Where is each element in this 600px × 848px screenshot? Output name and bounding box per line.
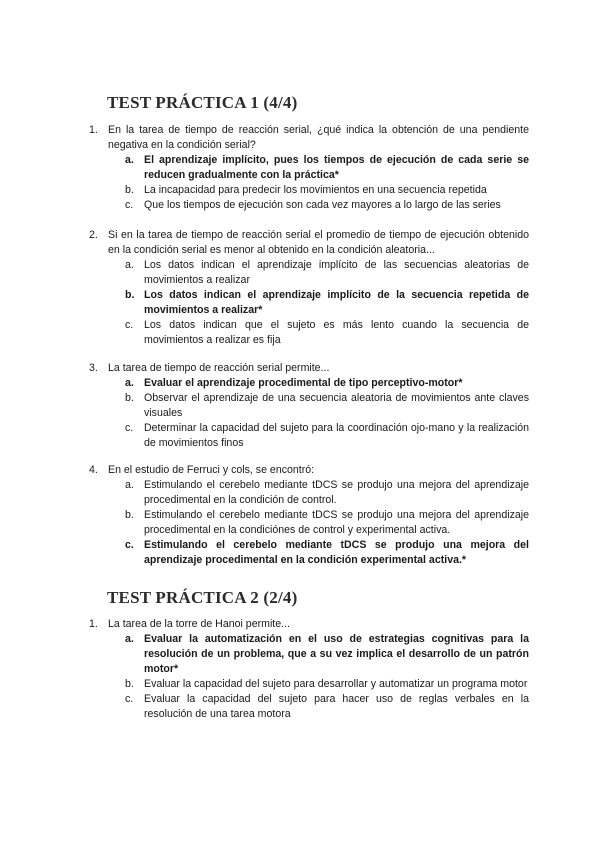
option-b: b. Evaluar la capacidad del sujeto para desarrollar y automatizar un programa motor [125,678,528,690]
option-c: c. Los datos indican que el sujeto es más lento cuando la secuencia de movimientos a realizar es fija [125,319,529,346]
question-number: 2. [89,229,98,241]
option-c-correct: c. Estimulando el cerebelo mediante tDCS se produjo una mejora del aprendizaje procedimental en la condición experimental activa.* [125,539,529,566]
option-a-correct: a. Evaluar la automatización en el uso de estrategias cognitivas para la resolución de un problema, que a su vez implica el desarrollo de un patrón motor* [125,633,529,675]
option-b: b. La incapacidad para predecir los movimientos en una secuencia repetida [125,184,487,196]
option-b: b. Observar el aprendizaje de una secuencia aleatoria de movimientos ante claves visuales [125,392,529,419]
option-a: a. Los datos indican el aprendizaje implícito de las secuencias aleatorias de movimientos a realizar [125,259,529,286]
question-number: 4. [89,464,98,476]
section-title-practica-1: TEST PRÁCTICA 1 (4/4) [107,93,298,112]
options-list [125,376,529,451]
option-a-correct: a. Evaluar el aprendizaje procedimental de tipo perceptivo-motor* [125,377,463,389]
option-c: c. Evaluar la capacidad del sujeto para hacer uso de reglas verbales en la resolución de una tarea motora [125,693,529,720]
question-1 [89,123,529,213]
option-b-correct: b. Los datos indican el aprendizaje implícito de la secuencia repetida de movimientos a realizar* [125,289,529,316]
question-number: 1. [89,124,98,136]
question-text: En el estudio de Ferruci y cols, se encontró: [108,464,315,476]
question-text: La tarea de la torre de Hanoi permite... [108,618,290,630]
question-number: 1. [89,618,98,630]
option-c: c. Que los tiempos de ejecución son cada vez mayores a lo largo de las series [125,199,501,211]
options-list [125,258,529,348]
option-a: a. Estimulando el cerebelo mediante tDCS se produjo una mejora del aprendizaje procedimental en la condición de control. [125,479,529,506]
section-title-practica-2: TEST PRÁCTICA 2 (2/4) [107,588,298,607]
question-3 [89,361,529,451]
option-a-correct: a. El aprendizaje implícito, pues los tiempos de ejecución de cada serie se reducen gradualmente con la práctica* [125,154,529,181]
question-text: En la tarea de tiempo de reacción serial, ¿qué indica la obtención de una pendiente negativa en la condición serial? [108,124,529,151]
options-list [125,478,529,568]
question-number: 3. [89,362,98,374]
options-list [125,632,529,722]
option-b: b. Estimulando el cerebelo mediante tDCS se produjo una mejora del aprendizaje procedimental en la condiciónes de control y experimental activa. [125,509,529,536]
question-2 [89,228,529,348]
question-2-1 [89,617,529,722]
options-list [125,153,529,213]
question-text: La tarea de tiempo de reacción serial permite... [108,362,330,374]
question-4 [89,463,529,568]
option-c: c. Determinar la capacidad del sujeto para la coordinación ojo-mano y la realización de movimientos finos [125,422,529,449]
question-text: Si en la tarea de tiempo de reacción serial el promedio de tiempo de ejecución obtenido en la condición serial es menor al obtenido en la condición aleatoria... [108,229,529,256]
